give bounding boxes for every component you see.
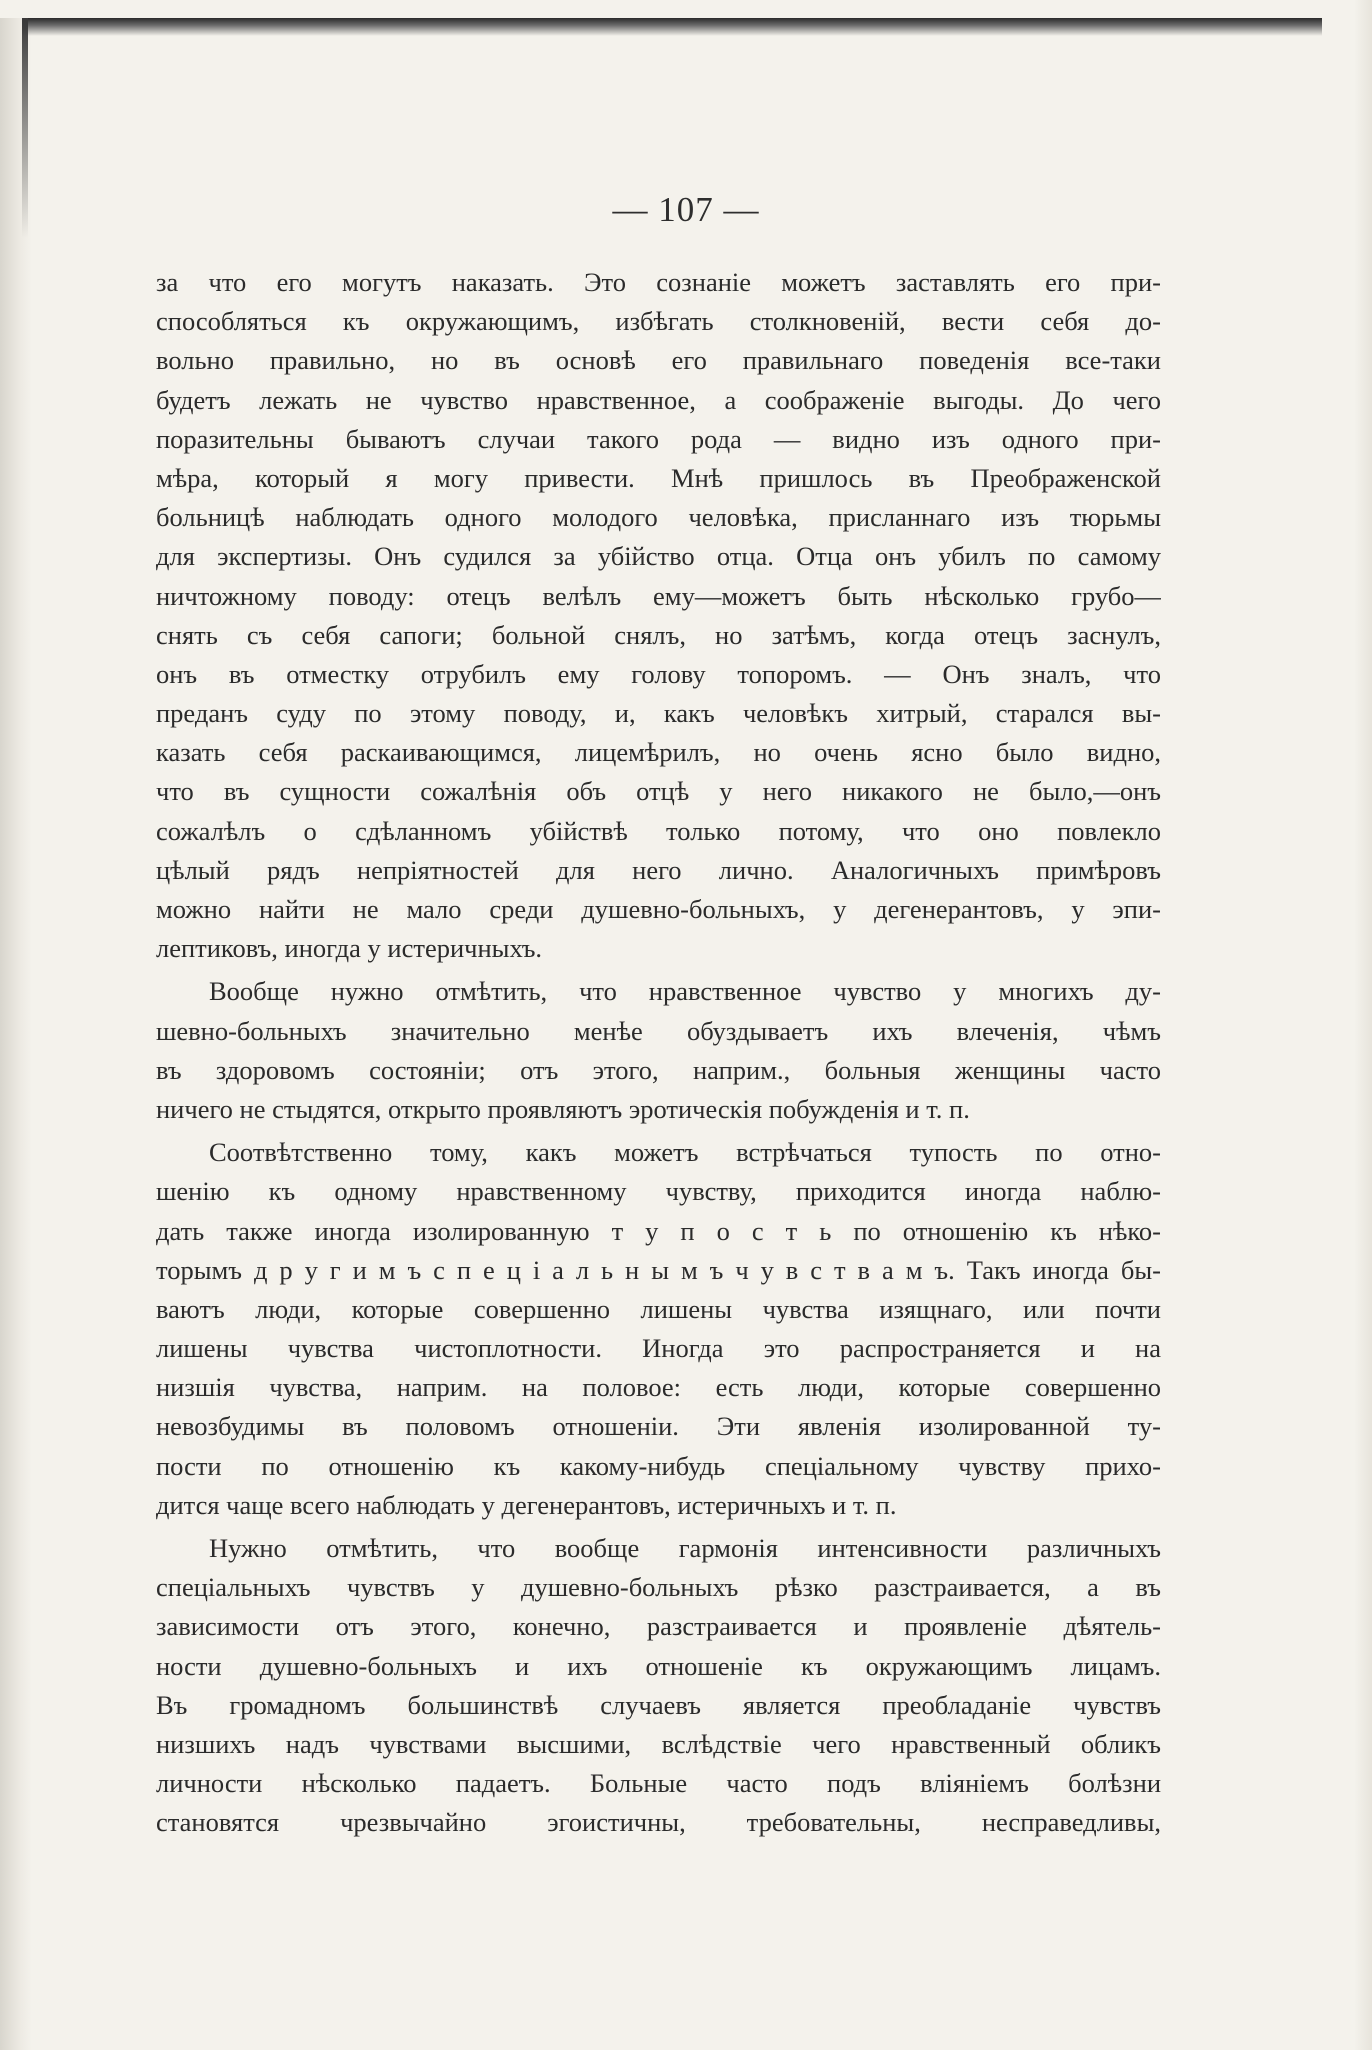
text-line: Соотвѣтственно тому, какъ можетъ встрѣчаться тупость по отно- xyxy=(209,1137,1161,1168)
text-line: лишены чувства чистоплотности. Иногда это распространяется и на xyxy=(156,1333,1161,1364)
text-line: что въ сущности сожалѣнія объ отцѣ у него никакого не было,—онъ xyxy=(156,776,1161,807)
text-line: цѣлый рядъ непріятностей для него лично. Аналогичныхъ примѣровъ xyxy=(156,854,1161,885)
text-line: зависимости отъ этого, конечно, разстраивается и проявленіе дѣятель- xyxy=(156,1611,1161,1642)
text-line: личности нѣсколько падаетъ. Больные часто подъ вліяніемъ болѣзни xyxy=(156,1768,1161,1799)
text-line: торымъ д р у г и м ъ с п е ц і а л ь н ы м ъ ч у в с т в а м ъ. Такъ иногда бы- xyxy=(156,1254,1161,1285)
scan-shadow-left xyxy=(0,18,32,2050)
text-line: за что его могутъ наказать. Это сознаніе можетъ заставлять его при- xyxy=(156,267,1161,297)
body-text xyxy=(156,263,1161,1843)
text-line: шевно-больныхъ значительно менѣе обуздываетъ ихъ влеченія, чѣмъ xyxy=(156,1015,1161,1046)
text-line: лептиковъ, иногда у истеричныхъ. xyxy=(156,933,543,964)
text-line: ничего не стыдятся, открыто проявляютъ эротическія побужденія и т. п. xyxy=(156,1093,970,1124)
text-line: въ здоровомъ состояніи; отъ этого, наприм., больныя женщины часто xyxy=(156,1054,1161,1085)
text-line: низшихъ надъ чувствами высшими, вслѣдствіе чего нравственный обликъ xyxy=(156,1728,1161,1759)
text-line: ничтожному поводу: отецъ велѣлъ ему—можетъ быть нѣсколько грубо— xyxy=(156,580,1161,611)
text-line: будетъ лежать не чувство нравственное, а соображеніе выгоды. До чего xyxy=(156,384,1161,415)
text-line: казать себя раскаивающимся, лицемѣрилъ, но очень ясно было видно, xyxy=(156,737,1161,768)
text-line: ваютъ люди, которые совершенно лишены чувства изящнаго, или почти xyxy=(156,1293,1161,1324)
page-number: — 107 — xyxy=(612,190,760,229)
text-line: мѣра, который я могу привести. Мнѣ пришлось въ Преображенской xyxy=(156,462,1161,493)
text-line: дится чаще всего наблюдать у дегенерантовъ, истеричныхъ и т. п. xyxy=(156,1489,897,1520)
text-line: для экспертизы. Онъ судился за убійство отца. Отца онъ убилъ по самому xyxy=(156,541,1161,572)
text-line: преданъ суду по этому поводу, и, какъ человѣкъ хитрый, старался вы- xyxy=(156,698,1161,729)
text-line: больницѣ наблюдать одного молодого человѣка, присланнаго изъ тюрьмы xyxy=(156,502,1161,533)
text-line: низшія чувства, наприм. на половое: есть люди, которые совершенно xyxy=(156,1372,1161,1403)
text-line: дать также иногда изолированную т у п о с т ь по отношенію къ нѣко- xyxy=(156,1215,1161,1246)
text-line: способляться къ окружающимъ, избѣгать столкновеній, вести себя до- xyxy=(156,306,1161,337)
text-line: Вообще нужно отмѣтить, что нравственное чувство у многихъ ду- xyxy=(209,976,1161,1007)
text-line: онъ въ отместку отрубилъ ему голову топоромъ. — Онъ зналъ, что xyxy=(156,658,1161,689)
text-line: вольно правильно, но въ основѣ его правильнаго поведенія все-таки xyxy=(156,345,1161,376)
text-line: невозбудимы въ половомъ отношеніи. Эти явленія изолированной ту- xyxy=(156,1411,1161,1442)
text-line: поразительны бываютъ случаи такого рода — видно изъ одного при- xyxy=(156,423,1161,454)
text-line: шенію къ одному нравственному чувству, приходится иногда наблю- xyxy=(156,1176,1161,1207)
text-line: сожалѣлъ о сдѣланномъ убійствѣ только потому, что оно повлекло xyxy=(156,815,1161,846)
text-line: снять съ себя сапоги; больной снялъ, но затѣмъ, когда отецъ заснулъ, xyxy=(156,619,1161,650)
scan-shadow-top xyxy=(22,18,1322,36)
text-line: становятся чрезвычайно эгоистичны, требовательны, несправедливы, xyxy=(156,1807,1161,1838)
text-line: Нужно отмѣтить, что вообще гармонія интенсивности различныхъ xyxy=(209,1533,1161,1563)
text-line: пости по отношенію къ какому-нибудь спеціальному чувству прихо- xyxy=(156,1450,1161,1481)
scan-edge-right xyxy=(1354,0,1372,2050)
text-line: спеціальныхъ чувствъ у душевно-больныхъ рѣзко разстраивается, а въ xyxy=(156,1572,1161,1603)
text-line: Въ громадномъ большинствѣ случаевъ является преобладаніе чувствъ xyxy=(156,1689,1161,1720)
text-line: можно найти не мало среди душевно-больныхъ, у дегенерантовъ, у эпи- xyxy=(156,894,1161,924)
text-line: ности душевно-больныхъ и ихъ отношеніе къ окружающимъ лицамъ. xyxy=(156,1650,1161,1681)
